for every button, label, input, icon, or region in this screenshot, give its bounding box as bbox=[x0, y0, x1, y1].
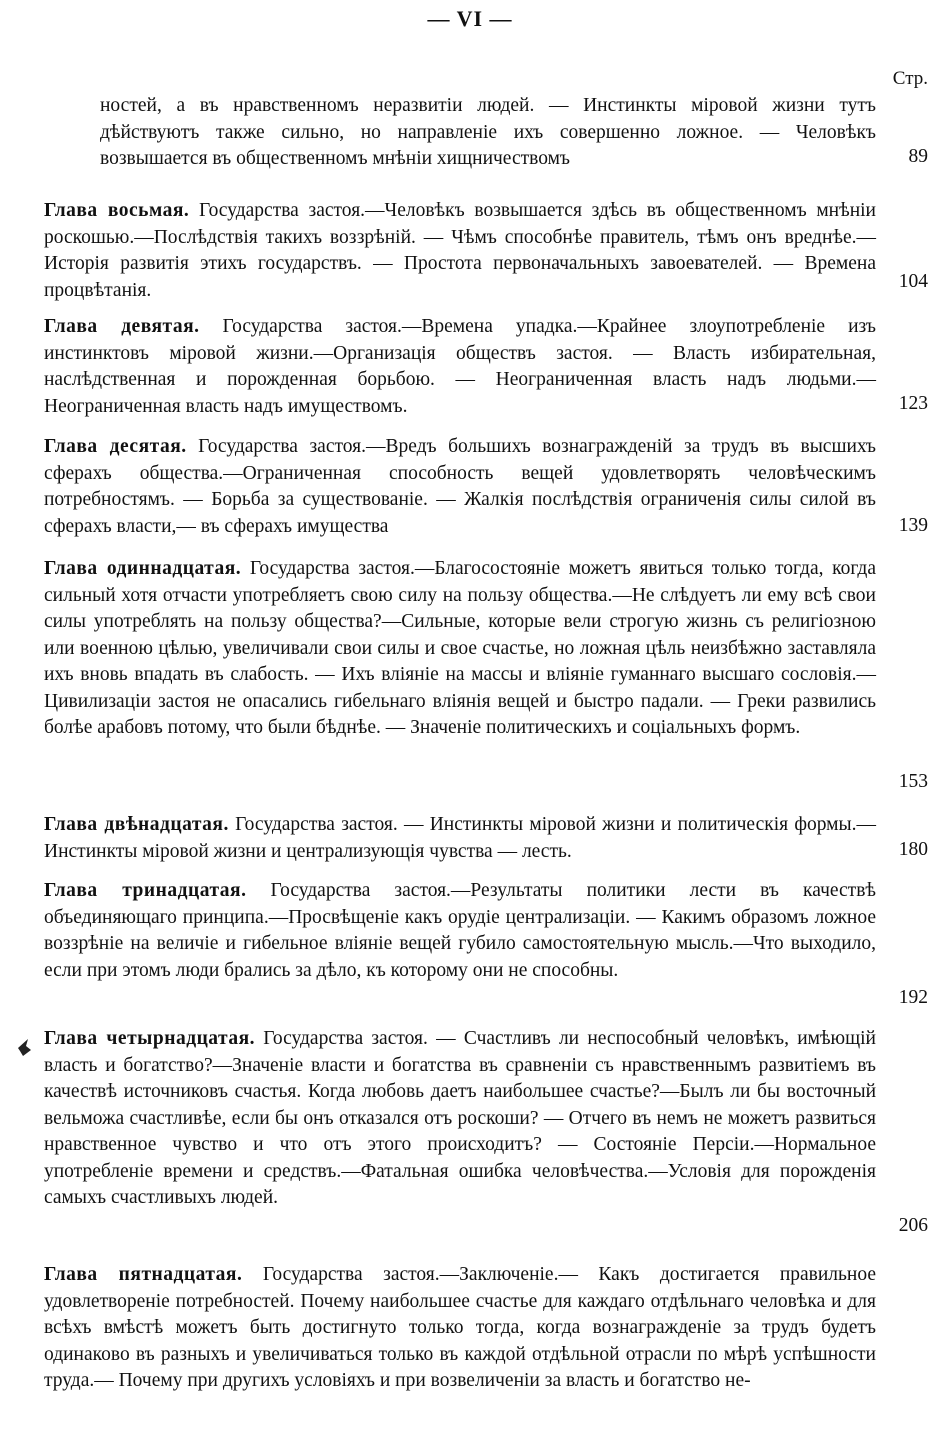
chapter-13-entry bbox=[44, 878, 876, 984]
chapter-title: Глава одиннадцатая. bbox=[44, 558, 242, 579]
chapter-title: Глава десятая. bbox=[44, 436, 187, 457]
chapter-summary: Государства застоя.—Вредъ большихъ вознагражденій за трудъ въ высшихъ сферахъ общества.—Ограниченная способность вещей удовлетворять человѣческимъ потребностямъ. — Борьба за существованіе. — Жалкія послѣдствія ограниченія силы силой въ сферахъ власти,— въ сферахъ имущества bbox=[44, 436, 876, 537]
chapter-title: Глава двѣнадцатая. bbox=[44, 814, 229, 835]
page-number: 104 bbox=[898, 271, 928, 292]
page-number: 89 bbox=[908, 146, 928, 167]
page-number: 192 bbox=[898, 987, 928, 1008]
chapter-summary: Государства застоя.—Времена упадка.—Крайнее злоупотребленіе изъ инстинктовъ міровой жизни.—Организація обществъ застоя. — Власть избирательная, наслѣдственная и порожденная борьбою. — Неограниченная власть надъ людьми.—Неограниченная власть надъ имуществомъ. bbox=[44, 316, 876, 417]
chapter-summary: Государства застоя.—Заключеніе.— Какъ достигается правильное удовлетвореніе потребностей. Почему наибольшее счастье для каждаго отдѣльнаго человѣка и для всѣхъ вмѣстѣ можетъ быть достигнуто только тогда, когда вознагражденіе за трудъ будетъ одинаково въ разныхъ и увеличиваться только въ каждой отдѣльной отрасли по мѣрѣ успѣшности труда.— Почему при другихъ условіяхъ и при возвеличеніи за власть и богатство не- bbox=[44, 1264, 877, 1391]
page-column-label: Стр. bbox=[892, 68, 928, 89]
chapter-title: Глава восьмая. bbox=[44, 200, 190, 221]
page-number: 206 bbox=[898, 1215, 928, 1236]
ink-blot-icon bbox=[14, 1036, 32, 1058]
page-number: 153 bbox=[898, 771, 928, 792]
chapter-9-entry bbox=[44, 314, 876, 420]
chapter-summary: Государства застоя. — Счастливъ ли неспособный человѣкъ, имѣющій власть и богатство?—Значеніе власти и богатства въ сравненіи съ нравственнымъ развитіемъ въ качествѣ источниковъ счастья. Когда любовь даетъ наибольшее счастье?—Былъ ли бы восточный вельможа счастливѣе, если бы онъ отказался отъ роскоши? — Отчего въ немъ не можетъ развиться нравственное чувство и что отъ этого происходитъ? — Состояніе Персіи.—Нормальное употребленіе времени и средствъ.—Фатальная ошибка человѣчества.—Условія для порожденія самыхъ счастливыхъ людей. bbox=[44, 1028, 876, 1208]
chapter-summary: Государства застоя.—Человѣкъ возвышается здѣсь въ общественномъ мнѣніи роскошью.—Послѣдствія такихъ воззрѣній. — Чѣмъ способнѣе правитель, тѣмъ онъ вреднѣе.—Исторія развитія этихъ государствъ. — Простота первоначальныхъ завоевателей. — Времена процвѣтанія. bbox=[44, 200, 876, 301]
chapter-12-entry bbox=[44, 812, 876, 865]
chapter-15-entry bbox=[44, 1262, 876, 1395]
intro-continuation: ностей, а въ нравственномъ неразвитіи людей. — Инстинкты міровой жизни тутъ дѣйствуютъ также сильно, но направленіе ихъ совершенно ложное. — Человѣкъ возвышается въ общественномъ мнѣніи хищничествомъ bbox=[100, 95, 876, 169]
chapter-title: Глава четырнадцатая. bbox=[44, 1028, 256, 1049]
page-number: 139 bbox=[898, 515, 928, 536]
chapter-title: Глава пятнадцатая. bbox=[44, 1264, 243, 1285]
page-header: — VI — bbox=[427, 6, 513, 31]
chapter-summary: Государства застоя.—Результаты политики лести въ качествѣ объединяющаго принципа.—Просвѣщеніе какъ орудіе централизаціи. — Какимъ образомъ ложное воззрѣніе на величіе и гибельное вліяніе вещей губило самостоятельную мысль.—Что выходило, если при этомъ люди брались за дѣло, къ которому они не способны. bbox=[44, 880, 876, 981]
chapter-title: Глава девятая. bbox=[44, 316, 200, 337]
chapter-8-entry bbox=[44, 198, 876, 304]
page-number: 180 bbox=[898, 839, 928, 860]
chapter-11-entry bbox=[44, 556, 876, 742]
chapter-summary: Государства застоя. — Инстинкты міровой жизни и политическія формы.—Инстинкты міровой жизни и централизующія чувства — лесть. bbox=[44, 814, 876, 862]
chapter-10-entry bbox=[44, 434, 876, 540]
chapter-14-entry bbox=[44, 1026, 876, 1212]
page-number: 123 bbox=[898, 393, 928, 414]
chapter-summary: Государства застоя.—Благосостояніе можетъ явиться только тогда, когда сильный хотя отчасти употребляетъ свою силу на пользу общества.—Не слѣдуетъ ли ему всѣ свои силы употреблять на пользу общества?—Сильные, которые вели строгую жизнь съ религіозною или военною цѣлью, увеличивали свои силы и свое счастье, но ложная цѣль неизбѣжно заставляла ихъ вновь впадать въ слабость. — Ихъ вліяніе на массы и вліяніе гуманнаго высшаго сословія.—Цивилизаціи застоя не опасались гибельнаго вліянія вещей и быстро падали. — Греки развились болѣе арабовъ потому, что были бѣднѣе. — Значеніе политическихъ и соціальныхъ формъ. bbox=[44, 558, 876, 738]
chapter-title: Глава тринадцатая. bbox=[44, 880, 247, 901]
